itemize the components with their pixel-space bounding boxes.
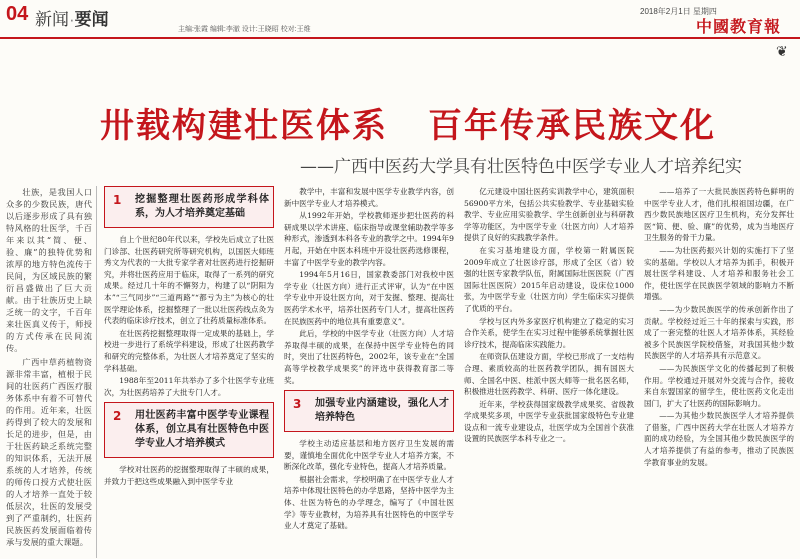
body-paragraph: 自上个世纪80年代以来，学校先后成立了壮医门诊部、壮医药研究所等研究机构，以国医大师班秀文为代表的一大批专家学者对壮医药进行挖掘研究，并将壮医药应用于临床，取得了一系列的研究成果。经过几十年的不懈努力，构建了以“阴阳为本”“三气同步”“三道两路”“都亏为主”为核心的壮医学理论体系，挖掘整理了一批以壮医药线点灸为代表的临床诊疗技术，创立了壮药质量标准体系。 (104, 235, 274, 326)
editor-credits: 主编:张霞 编辑:李澈 设计:王晓昭 校对:王维 (178, 26, 311, 33)
article-headline (100, 98, 716, 147)
subheading-number: 1 (113, 193, 122, 207)
body-paragraph: 此后，学校的中医学专业（壮医方向）人才培养取得丰硕的成果，在保持中医学专业特色的同时，突出了壮医药特色，2002年，该专业在“全国高等学校教学成果奖”的评选中获得教育部二等奖。 (284, 329, 454, 385)
section-name (35, 5, 109, 30)
body-paragraph: 在师资队伍建设方面，学校已形成了一支结构合理、素质较高的壮医药教学团队，拥有国医大师、全国名中医、桂派中医大师等一批名医名师，积极推进壮医药教学、科研、医疗一体化建设。 (464, 352, 634, 397)
newspaper-logo: 中國教育報 (696, 17, 782, 36)
section-separator: · (69, 10, 75, 29)
article-subtitle: ——广西中医药大学具有壮医特色中医学专业人才培养纪实 (300, 157, 742, 177)
body-paragraph: ——为少数民族医学的传承创新作出了贡献。学校经过近三十年的探索与实践，形成了一套完整的壮医人才培养体系，其经验被多个民族医学院校借鉴，对我国其他少数民族医学的人才培养具有示范意义。 (644, 304, 794, 361)
body-paragraph: 在实习基地建设方面，学校第一附属医院2009年成立了壮医诊疗部，形成了全区（省）较强的壮医专家教学队伍，附属国际壮医医院（广西国际壮医医院）2015年启动建设，设床位1000张，为中医学专业（壮医方向）学生临床实习提供了优质的平台。 (464, 245, 634, 313)
body-paragraph: ——培养了一大批民族医药特色鲜明的中医学专业人才，他们扎根祖国边疆，在广西少数民族地区医疗卫生机构，充分发挥壮医“简、便、验、廉”的优势，成为当地医疗卫生服务的骨干力量。 (644, 187, 794, 243)
issue-date: 2018年2月1日 星期四 (640, 7, 717, 16)
body-paragraph: ——为民族医学文化的传播起到了积极作用。学校通过开展对外交流与合作，接收来自东盟国家的留学生，使壮医药文化走出国门，扩大了壮医药的国际影响力。 (644, 363, 794, 408)
body-paragraph: 根据社会需求，学校明确了在中医学专业人才培养中体现壮医特色的办学思路，坚持中医学为主体、壮医为特色的办学理念，编写了《中国壮医学》等专业教材，为培养具有壮医特色的中医学专业人才奠定了基础。 (284, 474, 454, 531)
article-column-1 (104, 186, 274, 559)
body-paragraph: 学校对壮医药的挖掘整理取得了丰硕的成果，并致力于把这些成果融入到中医学专业 (104, 465, 274, 486)
body-paragraph: 1988年至2011年共举办了多个壮医学专业班次，为壮医药培养了大批专门人才。 (104, 376, 274, 397)
body-paragraph: ——为壮医药振兴计划的实施打下了坚实的基础。学校以人才培养为抓手，积极开展壮医学科建设、人才培养和服务社会工作，使壮医学在民族医学领域的影响力不断增强。 (644, 245, 794, 302)
subheading-title: 挖掘整理壮医药形成学科体系，为人才培养奠定基础 (135, 194, 269, 219)
body-paragraph: 1994年5月16日，国家教委部门对我校中医学专业（壮医方向）进行正式评审，认为“在中医学专业中开设壮医方向，对于发掘、整理、提高壮医药学术水平，培养壮医药专门人才，提高壮医药在民族医药中的地位具有重要意义”。 (284, 270, 454, 326)
body-paragraph: 从1992年开始，学校教师逐步把壮医药的科研成果以学术讲座、临床指导或课堂辅助教学等多种形式，渗透到本科各专业的教学之中。1994年9月起，开始在中医本科班中开设壮医药选修课程，丰富了中医学专业的教学内容。 (284, 211, 454, 267)
header-rule (0, 37, 800, 39)
body-paragraph: ——为其他少数民族医学人才培养提供了借鉴，广西中医药大学在壮医人才培养方面的成功经验，为全国其他少数民族医学的人才培养提供了有益的参考，推动了民族医学教育事业的发展。 (644, 411, 794, 467)
body-paragraph: 教学中，丰富和发展中医学专业教学内容，创新中医学专业人才培养模式。 (284, 187, 454, 208)
subheading-number: 2 (113, 409, 122, 424)
subheading-number: 3 (293, 397, 302, 412)
subheading-title: 加强专业内涵建设，强化人才培养特色 (315, 398, 449, 424)
body-paragraph: 亿元建设中国壮医药实训教学中心，建筑面积56900平方米，包括公共实验教学、专业基础实验教学、专业应用实验教学、学生创新创业与科研教学等功能区，为中医学专业（壮医方向）人才培养提供了良好的实践教学条件。 (464, 187, 634, 243)
section-subtitle: 要闻 (74, 10, 109, 29)
body-paragraph: 在壮医药挖掘整理取得一定成果的基础上，学校进一步进行了系统学科建设，形成了壮医药教学和研究的完整体系，为壮医人才培养奠定了坚实的学科基础。 (104, 328, 274, 373)
ornament-icon: ❦ (776, 44, 788, 60)
sidebar-paragraph: 壮族，是我国人口众多的少数民族，唐代以后逐步形成了具有独特风格的壮医学，千百年来以其“简、便、验、廉”的独特优势和浓厚的地方特色流传于民间，为区域民族的繁衍昌盛做出了巨大贡献。由于壮族历史上缺乏统一的文字，千百年来壮医真义传于，师授的方式传承在民间流传。 (6, 187, 92, 353)
headline-part-1: 卅载构建壮医体系 (100, 106, 388, 146)
page-header (0, 0, 800, 40)
subheading-title: 用壮医药丰富中医学专业课程体系，创立具有壮医特色中医学专业人才培养模式 (135, 410, 269, 450)
section-title: 新闻 (35, 10, 69, 29)
subheading-3 (284, 390, 454, 432)
article-column-4 (644, 186, 794, 559)
sidebar-paragraph: 广西中草药植物资源非常丰富，植根于民间的壮医药广西医疗服务体系中有着不可替代的作用。近年来，壮医药得到了较大的发展和长足的进步，但是，由于壮医药缺乏系统完整的知识体系，无法开展系统的人才培养，传统的师传口授方式使壮医的人才培养一直处于较低层次，壮医的发展受到了严重制约，壮医药民族医药发展面临着传承与发展的重大课题。 (6, 357, 92, 547)
column-divider (96, 186, 97, 558)
article-column-2 (284, 186, 454, 559)
body-paragraph: 学校主动适应基层和地方医疗卫生发展的需要，谨慎地全面优化中医学专业人才培养方案，不断深化改革，强化专业特色，提高人才培养质量。 (284, 439, 454, 472)
headline-part-2: 百年传承民族文化 (428, 106, 716, 146)
body-paragraph: 学校与区内外多家医疗机构建立了稳定的实习合作关系，使学生在实习过程中能够系统掌握壮医诊疗技术，提高临床实践能力。 (464, 316, 634, 349)
article-column-3 (464, 186, 634, 559)
subheading-2 (104, 402, 274, 458)
section-number: 04 (6, 3, 29, 25)
body-paragraph: 近年来，学校获得国家级教学成果奖、省级教学成果奖多项，中医学专业获批国家级特色专业建设点和一流专业建设点，壮医学成为全国首个获准设置的民族医学本科专业之一。 (464, 399, 634, 444)
subheading-1 (104, 186, 274, 228)
intro-sidebar (6, 186, 92, 558)
